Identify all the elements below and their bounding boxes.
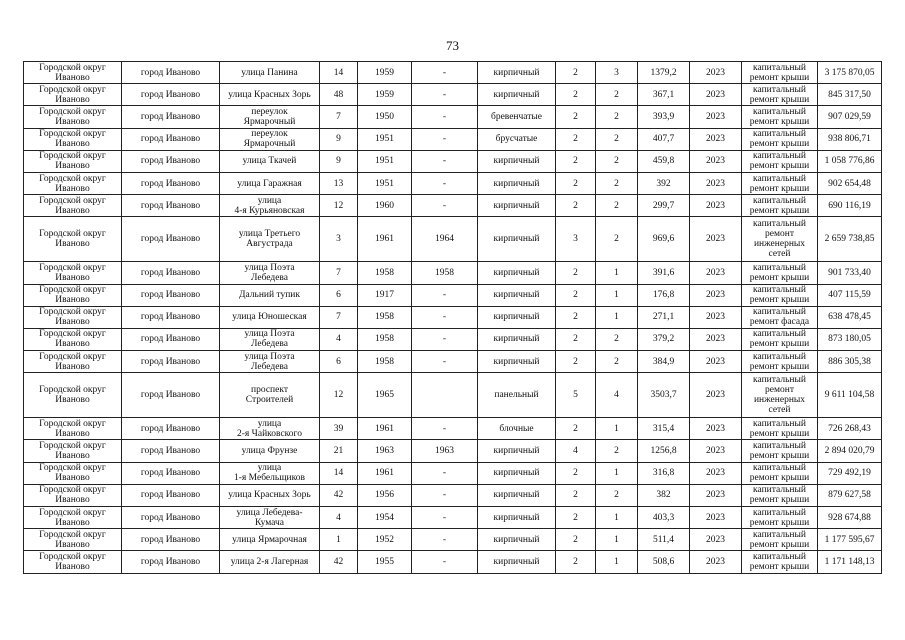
area-cell: 403,3 (638, 507, 690, 529)
street-cell: улица Фрунзе (220, 440, 320, 462)
cost-cell: 938 806,71 (818, 128, 882, 150)
built-year-cell: 1958 (358, 328, 412, 350)
reconstruction-year-cell: - (412, 106, 478, 128)
area-cell: 393,9 (638, 106, 690, 128)
built-year-cell: 1951 (358, 172, 412, 194)
street-cell: улица Панина (220, 62, 320, 84)
settlement-cell: город Иваново (122, 172, 220, 194)
reconstruction-year-cell: - (412, 529, 478, 551)
table-row (24, 150, 882, 172)
table-row (24, 351, 882, 373)
entrances-cell: 1 (596, 462, 638, 484)
entrances-cell: 1 (596, 262, 638, 284)
street-cell: улица 4-я Курьяновская (220, 195, 320, 217)
municipality-cell: Городской округ Иваново (24, 84, 122, 106)
work-type-cell: капитальный ремонт крыши (742, 284, 818, 306)
floors-cell: 2 (556, 195, 596, 217)
repair-year-cell: 2023 (690, 150, 742, 172)
municipality-cell: Городской округ Иваново (24, 373, 122, 418)
floors-cell: 2 (556, 128, 596, 150)
settlement-cell: город Иваново (122, 351, 220, 373)
area-cell: 407,7 (638, 128, 690, 150)
entrances-cell: 1 (596, 507, 638, 529)
built-year-cell: 1951 (358, 150, 412, 172)
entrances-cell: 2 (596, 351, 638, 373)
street-cell: улица Поэта Лебедева (220, 351, 320, 373)
entrances-cell: 4 (596, 373, 638, 418)
wall-material-cell: кирпичный (478, 217, 556, 262)
area-cell: 316,8 (638, 462, 690, 484)
built-year-cell: 1961 (358, 418, 412, 440)
floors-cell: 2 (556, 84, 596, 106)
work-type-cell: капитальный ремонт крыши (742, 128, 818, 150)
settlement-cell: город Иваново (122, 418, 220, 440)
entrances-cell: 1 (596, 418, 638, 440)
work-type-cell: капитальный ремонт инженерных сетей (742, 217, 818, 262)
wall-material-cell: кирпичный (478, 507, 556, 529)
table-row (24, 551, 882, 573)
table-row (24, 418, 882, 440)
reconstruction-year-cell: - (412, 462, 478, 484)
cost-cell: 879 627,58 (818, 484, 882, 506)
built-year-cell: 1961 (358, 462, 412, 484)
table-row (24, 529, 882, 551)
settlement-cell: город Иваново (122, 551, 220, 573)
table-row (24, 172, 882, 194)
table-row (24, 106, 882, 128)
work-type-cell: капитальный ремонт фасада (742, 306, 818, 328)
wall-material-cell: кирпичный (478, 351, 556, 373)
repair-year-cell: 2023 (690, 418, 742, 440)
settlement-cell: город Иваново (122, 195, 220, 217)
floors-cell: 2 (556, 484, 596, 506)
work-type-cell: капитальный ремонт крыши (742, 351, 818, 373)
cost-cell: 873 180,05 (818, 328, 882, 350)
municipality-cell: Городской округ Иваново (24, 284, 122, 306)
floors-cell: 5 (556, 373, 596, 418)
municipality-cell: Городской округ Иваново (24, 507, 122, 529)
built-year-cell: 1952 (358, 529, 412, 551)
floors-cell: 2 (556, 462, 596, 484)
house-number-cell: 3 (320, 217, 358, 262)
cost-cell: 407 115,59 (818, 284, 882, 306)
area-cell: 969,6 (638, 217, 690, 262)
entrances-cell: 1 (596, 306, 638, 328)
wall-material-cell: кирпичный (478, 284, 556, 306)
table-row (24, 484, 882, 506)
entrances-cell: 1 (596, 284, 638, 306)
floors-cell: 2 (556, 62, 596, 84)
settlement-cell: город Иваново (122, 128, 220, 150)
cost-cell: 2 894 020,79 (818, 440, 882, 462)
wall-material-cell: кирпичный (478, 306, 556, 328)
area-cell: 382 (638, 484, 690, 506)
house-number-cell: 6 (320, 351, 358, 373)
house-number-cell: 1 (320, 529, 358, 551)
repair-year-cell: 2023 (690, 106, 742, 128)
floors-cell: 2 (556, 150, 596, 172)
area-cell: 315,4 (638, 418, 690, 440)
house-number-cell: 14 (320, 62, 358, 84)
house-number-cell: 7 (320, 306, 358, 328)
house-number-cell: 48 (320, 84, 358, 106)
entrances-cell: 2 (596, 217, 638, 262)
street-cell: улица Гаражная (220, 172, 320, 194)
built-year-cell: 1961 (358, 217, 412, 262)
cost-cell: 901 733,40 (818, 262, 882, 284)
entrances-cell: 1 (596, 529, 638, 551)
municipality-cell: Городской округ Иваново (24, 351, 122, 373)
repair-year-cell: 2023 (690, 262, 742, 284)
built-year-cell: 1959 (358, 84, 412, 106)
built-year-cell: 1954 (358, 507, 412, 529)
floors-cell: 2 (556, 529, 596, 551)
area-cell: 459,8 (638, 150, 690, 172)
area-cell: 379,2 (638, 328, 690, 350)
floors-cell: 2 (556, 106, 596, 128)
repair-year-cell: 2023 (690, 551, 742, 573)
wall-material-cell: панельный (478, 373, 556, 418)
municipality-cell: Городской округ Иваново (24, 262, 122, 284)
repair-year-cell: 2023 (690, 529, 742, 551)
repair-year-cell: 2023 (690, 507, 742, 529)
work-type-cell: капитальный ремонт крыши (742, 262, 818, 284)
floors-cell: 2 (556, 418, 596, 440)
floors-cell: 2 (556, 328, 596, 350)
street-cell: проспект Строителей (220, 373, 320, 418)
work-type-cell: капитальный ремонт крыши (742, 150, 818, 172)
built-year-cell: 1958 (358, 262, 412, 284)
area-cell: 176,8 (638, 284, 690, 306)
cost-cell: 886 305,38 (818, 351, 882, 373)
wall-material-cell: кирпичный (478, 462, 556, 484)
house-number-cell: 39 (320, 418, 358, 440)
reconstruction-year-cell: - (412, 62, 478, 84)
settlement-cell: город Иваново (122, 84, 220, 106)
table-row (24, 84, 882, 106)
repair-year-cell: 2023 (690, 373, 742, 418)
work-type-cell: капитальный ремонт крыши (742, 106, 818, 128)
municipality-cell: Городской округ Иваново (24, 418, 122, 440)
settlement-cell: город Иваново (122, 373, 220, 418)
reconstruction-year-cell: - (412, 195, 478, 217)
reconstruction-year-cell: - (412, 84, 478, 106)
street-cell: улица Юношеская (220, 306, 320, 328)
work-type-cell: капитальный ремонт крыши (742, 440, 818, 462)
reconstruction-year-cell: - (412, 507, 478, 529)
work-type-cell: капитальный ремонт крыши (742, 62, 818, 84)
work-type-cell: капитальный ремонт крыши (742, 484, 818, 506)
table-row (24, 507, 882, 529)
cost-cell: 726 268,43 (818, 418, 882, 440)
work-type-cell: капитальный ремонт крыши (742, 529, 818, 551)
house-number-cell: 21 (320, 440, 358, 462)
reconstruction-year-cell (412, 373, 478, 418)
table-row (24, 195, 882, 217)
street-cell: улица 2-я Лагерная (220, 551, 320, 573)
table-row (24, 462, 882, 484)
area-cell: 384,9 (638, 351, 690, 373)
entrances-cell: 2 (596, 328, 638, 350)
cost-cell: 1 177 595,67 (818, 529, 882, 551)
area-cell: 299,7 (638, 195, 690, 217)
house-number-cell: 9 (320, 150, 358, 172)
street-cell: переулок Ярмарочный (220, 106, 320, 128)
floors-cell: 3 (556, 217, 596, 262)
cost-cell: 845 317,50 (818, 84, 882, 106)
wall-material-cell: кирпичный (478, 551, 556, 573)
table-body (24, 62, 882, 574)
work-type-cell: капитальный ремонт крыши (742, 328, 818, 350)
street-cell: улица 2-я Чайковского (220, 418, 320, 440)
settlement-cell: город Иваново (122, 507, 220, 529)
house-number-cell: 7 (320, 262, 358, 284)
reconstruction-year-cell: 1963 (412, 440, 478, 462)
repair-year-cell: 2023 (690, 351, 742, 373)
reconstruction-year-cell: - (412, 484, 478, 506)
area-cell: 271,1 (638, 306, 690, 328)
cost-cell: 9 611 104,58 (818, 373, 882, 418)
reconstruction-year-cell: - (412, 351, 478, 373)
settlement-cell: город Иваново (122, 217, 220, 262)
municipality-cell: Городской округ Иваново (24, 328, 122, 350)
built-year-cell: 1917 (358, 284, 412, 306)
cost-cell: 690 116,19 (818, 195, 882, 217)
work-type-cell: капитальный ремонт крыши (742, 551, 818, 573)
street-cell: улица Поэта Лебедева (220, 328, 320, 350)
settlement-cell: город Иваново (122, 106, 220, 128)
settlement-cell: город Иваново (122, 484, 220, 506)
municipality-cell: Городской округ Иваново (24, 150, 122, 172)
floors-cell: 2 (556, 551, 596, 573)
table-row (24, 262, 882, 284)
repair-year-cell: 2023 (690, 84, 742, 106)
floors-cell: 2 (556, 351, 596, 373)
wall-material-cell: кирпичный (478, 150, 556, 172)
reconstruction-year-cell: 1964 (412, 217, 478, 262)
municipality-cell: Городской округ Иваново (24, 195, 122, 217)
reconstruction-year-cell: - (412, 172, 478, 194)
municipality-cell: Городской округ Иваново (24, 62, 122, 84)
municipality-cell: Городской округ Иваново (24, 106, 122, 128)
wall-material-cell: кирпичный (478, 262, 556, 284)
floors-cell: 2 (556, 507, 596, 529)
house-number-cell: 14 (320, 462, 358, 484)
reconstruction-year-cell: - (412, 150, 478, 172)
settlement-cell: город Иваново (122, 284, 220, 306)
cost-cell: 1 171 148,13 (818, 551, 882, 573)
built-year-cell: 1965 (358, 373, 412, 418)
area-cell: 392 (638, 172, 690, 194)
built-year-cell: 1960 (358, 195, 412, 217)
reconstruction-year-cell: - (412, 284, 478, 306)
table-row (24, 128, 882, 150)
street-cell: улица Третьего Августрада (220, 217, 320, 262)
area-cell: 511,4 (638, 529, 690, 551)
wall-material-cell: кирпичный (478, 440, 556, 462)
cost-cell: 907 029,59 (818, 106, 882, 128)
municipality-cell: Городской округ Иваново (24, 306, 122, 328)
built-year-cell: 1955 (358, 551, 412, 573)
table-row (24, 62, 882, 84)
entrances-cell: 3 (596, 62, 638, 84)
repair-year-cell: 2023 (690, 284, 742, 306)
area-cell: 391,6 (638, 262, 690, 284)
repair-year-cell: 2023 (690, 62, 742, 84)
cost-cell: 902 654,48 (818, 172, 882, 194)
repair-year-cell: 2023 (690, 172, 742, 194)
work-type-cell: капитальный ремонт инженерных сетей (742, 373, 818, 418)
settlement-cell: город Иваново (122, 440, 220, 462)
reconstruction-year-cell: - (412, 128, 478, 150)
built-year-cell: 1958 (358, 351, 412, 373)
floors-cell: 2 (556, 284, 596, 306)
reconstruction-year-cell: - (412, 328, 478, 350)
reconstruction-year-cell: 1958 (412, 262, 478, 284)
floors-cell: 2 (556, 306, 596, 328)
entrances-cell: 2 (596, 484, 638, 506)
built-year-cell: 1963 (358, 440, 412, 462)
house-number-cell: 12 (320, 195, 358, 217)
street-cell: улица Ярмарочная (220, 529, 320, 551)
built-year-cell: 1959 (358, 62, 412, 84)
floors-cell: 2 (556, 262, 596, 284)
entrances-cell: 1 (596, 551, 638, 573)
street-cell: улица Лебедева- Кумача (220, 507, 320, 529)
table-row (24, 373, 882, 418)
house-number-cell: 9 (320, 128, 358, 150)
settlement-cell: город Иваново (122, 328, 220, 350)
cost-cell: 638 478,45 (818, 306, 882, 328)
cost-cell: 1 058 776,86 (818, 150, 882, 172)
repair-year-cell: 2023 (690, 462, 742, 484)
work-type-cell: капитальный ремонт крыши (742, 195, 818, 217)
municipality-cell: Городской округ Иваново (24, 529, 122, 551)
table-row (24, 284, 882, 306)
built-year-cell: 1956 (358, 484, 412, 506)
settlement-cell: город Иваново (122, 462, 220, 484)
area-cell: 3503,7 (638, 373, 690, 418)
area-cell: 508,6 (638, 551, 690, 573)
reconstruction-year-cell: - (412, 306, 478, 328)
municipality-cell: Городской округ Иваново (24, 484, 122, 506)
floors-cell: 2 (556, 172, 596, 194)
reconstruction-year-cell: - (412, 418, 478, 440)
settlement-cell: город Иваново (122, 150, 220, 172)
settlement-cell: город Иваново (122, 529, 220, 551)
settlement-cell: город Иваново (122, 262, 220, 284)
municipality-cell: Городской округ Иваново (24, 551, 122, 573)
municipality-cell: Городской округ Иваново (24, 217, 122, 262)
house-number-cell: 4 (320, 507, 358, 529)
housing-registry-table (23, 61, 882, 574)
street-cell: Дальний тупик (220, 284, 320, 306)
floors-cell: 4 (556, 440, 596, 462)
entrances-cell: 2 (596, 195, 638, 217)
street-cell: улица Ткачей (220, 150, 320, 172)
repair-year-cell: 2023 (690, 128, 742, 150)
settlement-cell: город Иваново (122, 306, 220, 328)
house-number-cell: 4 (320, 328, 358, 350)
wall-material-cell: кирпичный (478, 172, 556, 194)
entrances-cell: 2 (596, 128, 638, 150)
wall-material-cell: бревенчатые (478, 106, 556, 128)
page-number: 73 (446, 38, 459, 53)
municipality-cell: Городской округ Иваново (24, 172, 122, 194)
municipality-cell: Городской округ Иваново (24, 462, 122, 484)
area-cell: 367,1 (638, 84, 690, 106)
wall-material-cell: кирпичный (478, 84, 556, 106)
repair-year-cell: 2023 (690, 306, 742, 328)
house-number-cell: 7 (320, 106, 358, 128)
house-number-cell: 42 (320, 484, 358, 506)
work-type-cell: капитальный ремонт крыши (742, 418, 818, 440)
repair-year-cell: 2023 (690, 217, 742, 262)
table-row (24, 306, 882, 328)
wall-material-cell: кирпичный (478, 529, 556, 551)
municipality-cell: Городской округ Иваново (24, 128, 122, 150)
area-cell: 1256,8 (638, 440, 690, 462)
built-year-cell: 1958 (358, 306, 412, 328)
table-row (24, 328, 882, 350)
cost-cell: 3 175 870,05 (818, 62, 882, 84)
wall-material-cell: брусчатые (478, 128, 556, 150)
wall-material-cell: кирпичный (478, 328, 556, 350)
cost-cell: 928 674,88 (818, 507, 882, 529)
area-cell: 1379,2 (638, 62, 690, 84)
built-year-cell: 1951 (358, 128, 412, 150)
wall-material-cell: кирпичный (478, 484, 556, 506)
street-cell: улица Поэта Лебедева (220, 262, 320, 284)
built-year-cell: 1950 (358, 106, 412, 128)
street-cell: улица 1-я Мебельщиков (220, 462, 320, 484)
work-type-cell: капитальный ремонт крыши (742, 462, 818, 484)
entrances-cell: 2 (596, 172, 638, 194)
house-number-cell: 42 (320, 551, 358, 573)
entrances-cell: 2 (596, 106, 638, 128)
wall-material-cell: кирпичный (478, 195, 556, 217)
street-cell: улица Красных Зорь (220, 484, 320, 506)
repair-year-cell: 2023 (690, 328, 742, 350)
table-row (24, 217, 882, 262)
house-number-cell: 6 (320, 284, 358, 306)
repair-year-cell: 2023 (690, 195, 742, 217)
reconstruction-year-cell: - (412, 551, 478, 573)
municipality-cell: Городской округ Иваново (24, 440, 122, 462)
repair-year-cell: 2023 (690, 484, 742, 506)
cost-cell: 2 659 738,85 (818, 217, 882, 262)
work-type-cell: капитальный ремонт крыши (742, 172, 818, 194)
wall-material-cell: кирпичный (478, 62, 556, 84)
house-number-cell: 12 (320, 373, 358, 418)
street-cell: улица Красных Зорь (220, 84, 320, 106)
street-cell: переулок Ярмарочный (220, 128, 320, 150)
wall-material-cell: блочные (478, 418, 556, 440)
table-row (24, 440, 882, 462)
settlement-cell: город Иваново (122, 62, 220, 84)
entrances-cell: 2 (596, 440, 638, 462)
entrances-cell: 2 (596, 84, 638, 106)
work-type-cell: капитальный ремонт крыши (742, 84, 818, 106)
entrances-cell: 2 (596, 150, 638, 172)
repair-year-cell: 2023 (690, 440, 742, 462)
house-number-cell: 13 (320, 172, 358, 194)
work-type-cell: капитальный ремонт крыши (742, 507, 818, 529)
cost-cell: 729 492,19 (818, 462, 882, 484)
